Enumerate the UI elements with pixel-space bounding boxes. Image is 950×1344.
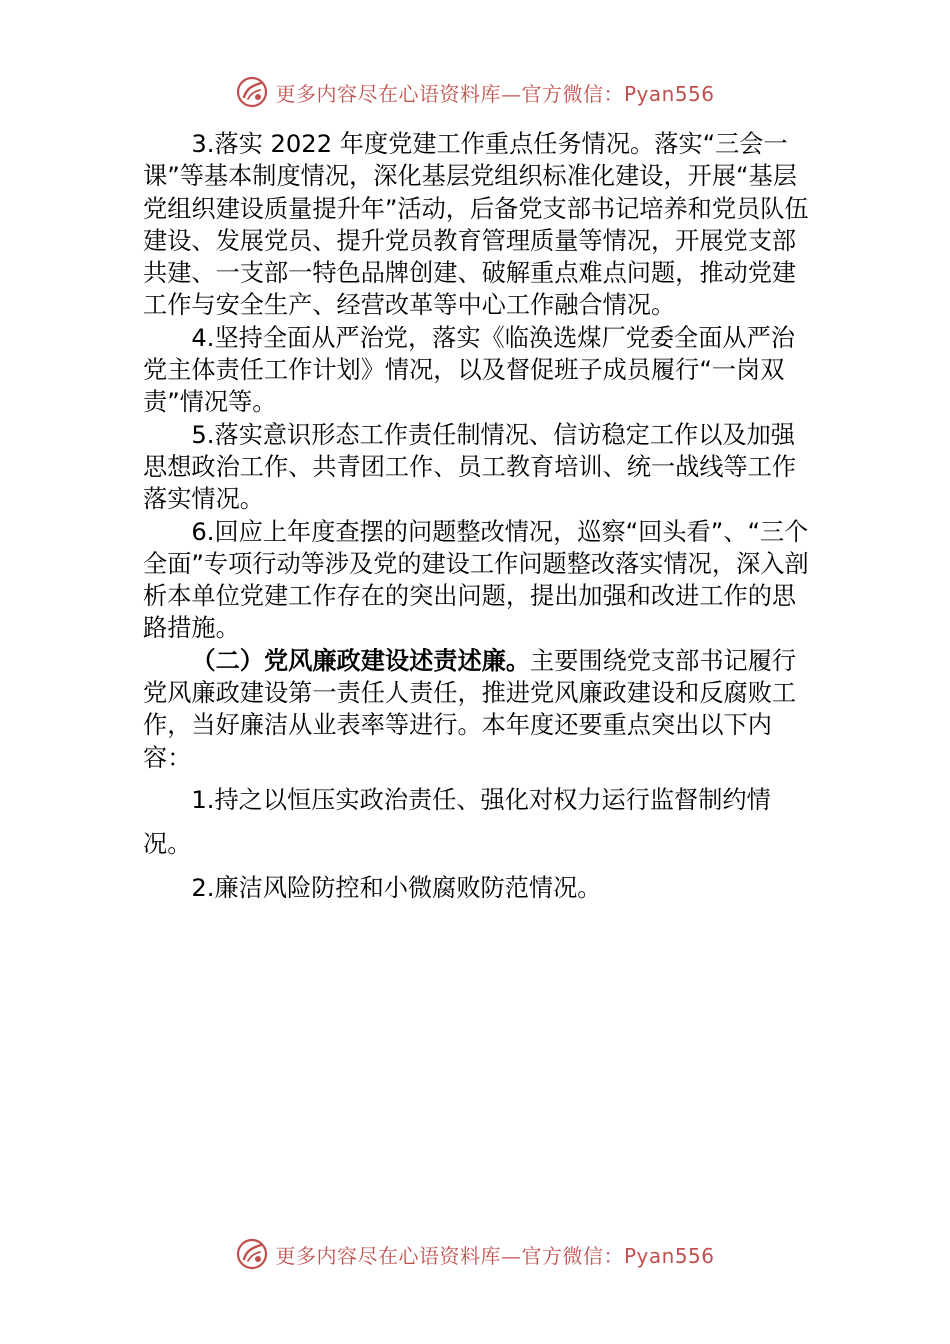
- paragraph-item-5: 5.落实意识形态工作责任制情况、信访稳定工作以及加强思想政治工作、共青团工作、员工教育培训、统一战线等工作落实情况。: [143, 420, 797, 514]
- section-2-text: 主要围绕党支部书记履行党风廉政建设第一责任人责任，推进党风廉政建设和反腐败工作，当好廉洁从业表率等进行。本年度还要重点突出以下内容：: [143, 646, 797, 772]
- section-2-heading: （二）党风廉政建设述责述廉。: [191, 646, 531, 675]
- section-2-item-1: 1.持之以恒压实政治责任、强化对权力运行监督制约情况。: [143, 785, 771, 858]
- document-body: [143, 128, 813, 910]
- header-banner-label: 更多内容尽在心语资料库—官方微信：: [275, 81, 624, 106]
- header-wechat-id: Pyan556: [623, 81, 715, 106]
- footer-wechat-id: Pyan556: [623, 1243, 715, 1268]
- paragraph-item-4: 4.坚持全面从严治党，落实《临涣选煤厂党委全面从严治党主体责任工作计划》情况，以及督促班子成员履行“一岗双责”情况等。: [143, 323, 795, 417]
- paragraph-item-3: 3.落实 2022 年度党建工作重点任务情况。落实“三会一课”等基本制度情况，深化基层党组织标准化建设，开展“基层党组织建设质量提升年”活动，后备党支部书记培养和党员队伍建设、发展党员、提升党员教育管理质量等情况，开展党支部共建、一支部一特色品牌创建、破解重点难点问题，推动党建工作与安全生产、经营改革等中心工作融合情况。: [143, 130, 809, 320]
- header-banner: [0, 72, 950, 112]
- section-2-paragraph: [143, 645, 813, 774]
- paragraph-item-6: 6.回应上年度查摆的问题整改情况，巡察“回头看”、“三个全面”专项行动等涉及党的建设工作问题整改落实情况，深入剖析本单位党建工作存在的突出问题，提出加强和改进工作的思路措施。: [143, 517, 809, 643]
- footer-banner-text: [275, 1240, 714, 1269]
- footer-banner-label: 更多内容尽在心语资料库—官方微信：: [275, 1243, 624, 1268]
- bookstore-logo-icon: [235, 75, 269, 109]
- footer-banner: [0, 1234, 950, 1274]
- header-banner-text: [275, 78, 714, 107]
- section-2-item-2: 2.廉洁风险防控和小微腐败防范情况。: [191, 873, 602, 902]
- bookstore-logo-icon: [235, 1237, 269, 1271]
